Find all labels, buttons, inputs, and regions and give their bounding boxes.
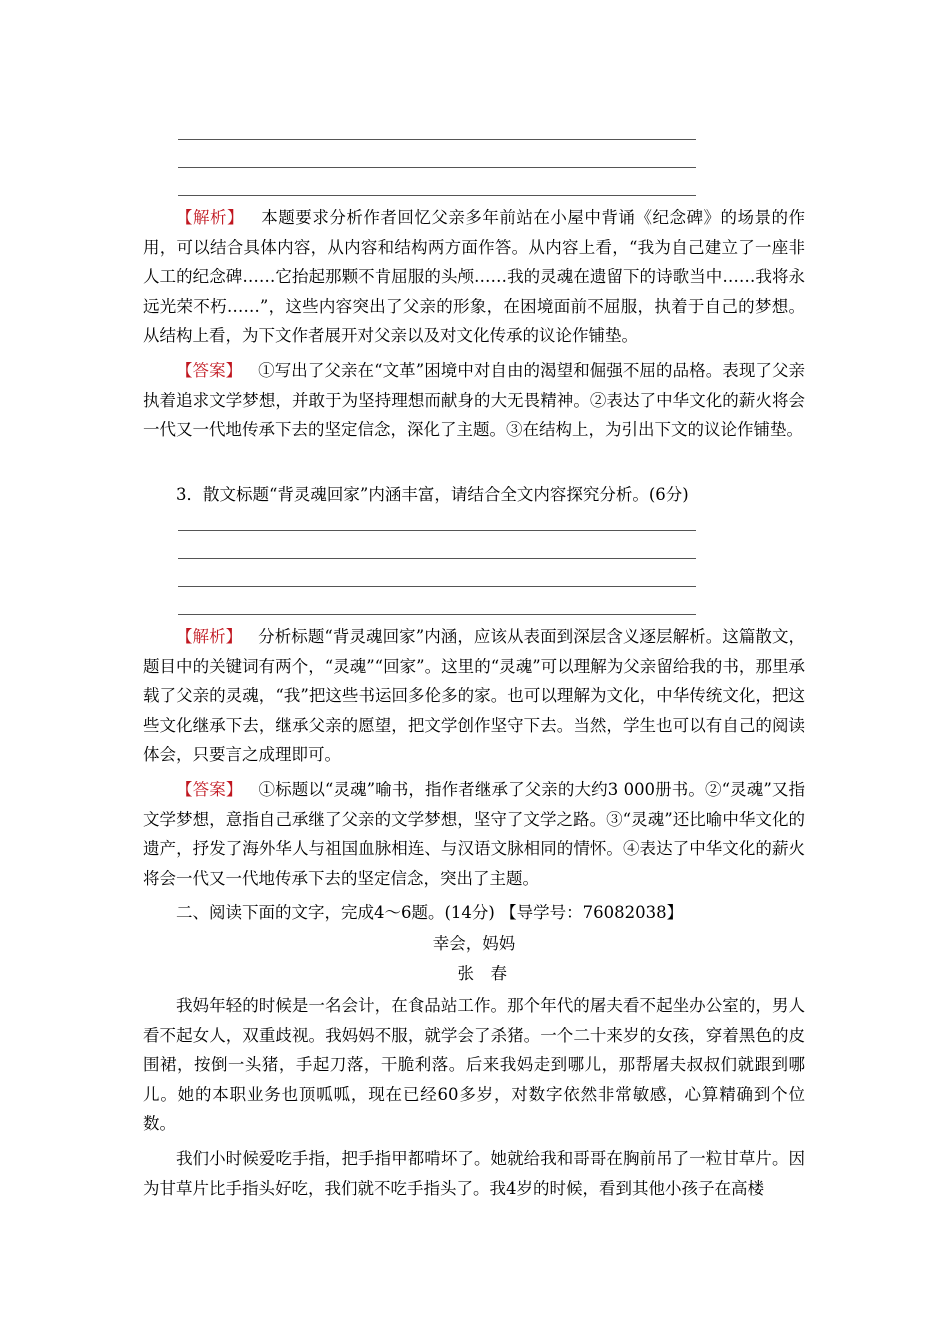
q3-question [143,480,805,510]
article-author: 张春 [457,964,524,983]
q2-analysis [143,203,805,351]
question-text: 3．散文标题“背灵魂回家”内涵丰富，请结合全文内容探究分析。(6分) [176,485,689,504]
answer-line [178,139,696,140]
answer-tag: 【答案】 [176,780,243,799]
paragraph-text: 我们小时候爱吃手指，把手指甲都啃坏了。她就给我和哥哥在胸前吊了一粒甘草片。因为甘草片比手指头好吃，我们就不吃手指头了。我4岁的时候，看到其他小孩子在高楼 [143,1149,805,1198]
answer-text: ①写出了父亲在“文革”困境中对自由的渴望和倔强不屈的品格。表现了父亲执着追求文学梦想，并敢于为坚持理想而献身的大无畏精神。②表达了中华文化的薪火将会一代又一代地传承下去的坚定信念，深化了主题。③在结构上，为引出下文的议论作铺垫。 [143,361,806,439]
answer-line [178,195,696,196]
analysis-tag: 【解析】 [176,627,243,646]
answer-line [178,586,696,587]
article-paragraph [143,991,805,1139]
answer-text: ①标题以“灵魂”喻书，指作者继承了父亲的大约3 000册书。②“灵魂”又指文学梦想，意指自己承继了父亲的文学梦想，坚守了文学之路。③“灵魂”还比喻中华文化的遗产，抒发了海外华人与祖国血脉相连、与汉语文脉相同的情怀。④表达了中华文化的薪火将会一代又一代地传承下去的坚定信念，突出了主题。 [143,780,805,888]
analysis-text: 本题要求分析作者回忆父亲多年前站在小屋中背诵《纪念碑》的场景的作用，可以结合具体内容，从内容和结构两方面作答。从内容上看，“我为自己建立了一座非人工的纪念碑……它抬起那颗不肯屈服的头颅……我的灵魂在遗留下的诗歌当中……我将永远光荣不朽……”，这些内容突出了父亲的形象，在困境面前不屈服，执着于自己的梦想。从结构上看，为下文作者展开对父亲以及对文化传承的议论作铺垫。 [143,208,806,345]
article-title: 幸会，妈妈 [432,934,516,953]
answer-line [178,558,696,559]
answer-line [178,530,696,531]
paragraph-text: 我妈年轻的时候是一名会计，在食品站工作。那个年代的屠夫看不起坐办公室的，男人看不起女人，双重歧视。我妈妈不服，就学会了杀猪。一个二十来岁的女孩，穿着黑色的皮围裙，按倒一头猪，手起刀落，干脆利落。后来我妈走到哪儿，那帮屠夫叔叔们就跟到哪儿。她的本职业务也顶呱呱，现在已经60多岁，对数字依然非常敏感，心算精确到个位数。 [143,996,805,1133]
article-paragraph [143,1144,805,1203]
answer-line [178,167,696,168]
analysis-text: 分析标题“背灵魂回家”内涵，应该从表面到深层含义逐层解析。这篇散文，题目中的关键词有两个，“灵魂”“回家”。这里的“灵魂”可以理解为父亲留给我的书，那里承载了父亲的灵魂，“我”把这些书运回多伦多的家。也可以理解为文化，中华传统文化，把这些文化继承下去，继承父亲的愿望，把文学创作坚守下去。当然，学生也可以有自己的阅读体会，只要言之成理即可。 [143,627,806,764]
answer-line [178,614,696,615]
answer-tag: 【答案】 [176,361,243,380]
q3-answer [143,775,805,893]
q3-analysis [143,622,805,770]
section-heading [143,898,805,928]
section-heading-text: 二、阅读下面的文字，完成4～6题。(14分) 【导学号：76082038】 [176,903,684,922]
q2-answer [143,356,805,445]
analysis-tag: 【解析】 [176,208,245,227]
